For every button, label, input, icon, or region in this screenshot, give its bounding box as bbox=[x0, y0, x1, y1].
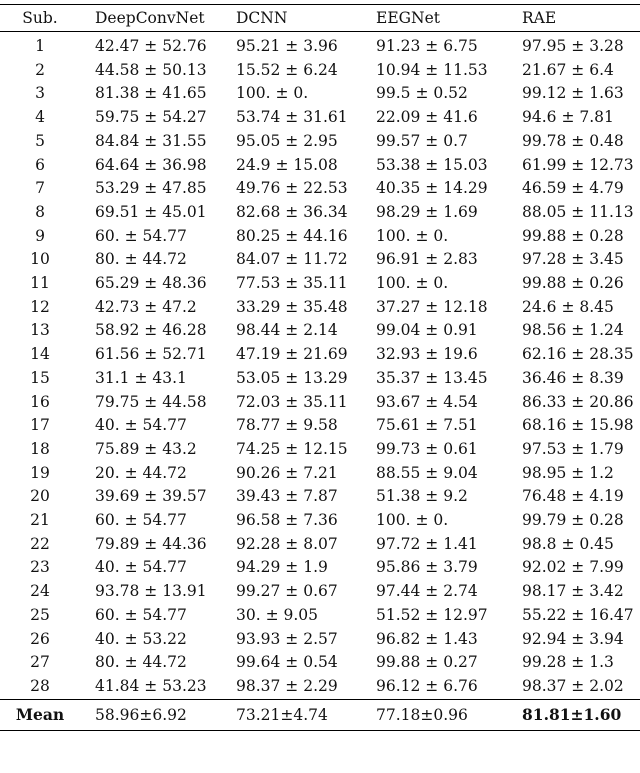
cell-subject: 22 bbox=[30, 534, 50, 553]
cell-rae: 98.95 ± 1.2 bbox=[522, 463, 614, 482]
mean-dcnn: 73.21±4.74 bbox=[236, 705, 328, 724]
table-row bbox=[0, 319, 640, 343]
table-header bbox=[0, 5, 640, 32]
table-body bbox=[0, 32, 640, 700]
cell-eegnet: 97.72 ± 1.41 bbox=[376, 534, 478, 553]
cell-eegnet: 99.5 ± 0.52 bbox=[376, 84, 468, 103]
cell-dcnn: 24.9 ± 15.08 bbox=[236, 155, 338, 174]
cell-rae: 62.16 ± 28.35 bbox=[522, 345, 634, 364]
cell-deepconvnet: 60. ± 54.77 bbox=[95, 511, 187, 530]
cell-deepconvnet: 42.73 ± 47.2 bbox=[95, 297, 197, 316]
cell-rae: 68.16 ± 15.98 bbox=[522, 416, 634, 435]
cell-eegnet: 100. ± 0. bbox=[376, 274, 449, 293]
cell-rae: 92.02 ± 7.99 bbox=[522, 558, 624, 577]
table-row bbox=[0, 106, 640, 130]
cell-dcnn: 92.28 ± 8.07 bbox=[236, 534, 338, 553]
cell-subject: 18 bbox=[30, 439, 50, 458]
cell-subject: 2 bbox=[35, 60, 45, 79]
cell-subject: 24 bbox=[30, 582, 50, 601]
cell-eegnet: 40.35 ± 14.29 bbox=[376, 179, 488, 198]
cell-dcnn: 98.44 ± 2.14 bbox=[236, 321, 338, 340]
cell-deepconvnet: 60. ± 54.77 bbox=[95, 226, 187, 245]
cell-eegnet: 95.86 ± 3.79 bbox=[376, 558, 478, 577]
table-row bbox=[0, 272, 640, 296]
cell-eegnet: 37.27 ± 12.18 bbox=[376, 297, 488, 316]
table-row bbox=[0, 201, 640, 225]
cell-subject: 15 bbox=[30, 368, 50, 387]
cell-eegnet: 51.52 ± 12.97 bbox=[376, 605, 488, 624]
cell-deepconvnet: 79.89 ± 44.36 bbox=[95, 534, 207, 553]
cell-deepconvnet: 80. ± 44.72 bbox=[95, 653, 187, 672]
cell-eegnet: 22.09 ± 41.6 bbox=[376, 108, 478, 127]
table-row bbox=[0, 296, 640, 320]
cell-deepconvnet: 80. ± 44.72 bbox=[95, 250, 187, 269]
cell-rae: 99.12 ± 1.63 bbox=[522, 84, 624, 103]
cell-deepconvnet: 40. ± 54.77 bbox=[95, 416, 187, 435]
table-row bbox=[0, 604, 640, 628]
cell-subject: 5 bbox=[35, 131, 45, 150]
cell-eegnet: 32.93 ± 19.6 bbox=[376, 345, 478, 364]
cell-dcnn: 74.25 ± 12.15 bbox=[236, 439, 348, 458]
table-row bbox=[0, 462, 640, 486]
cell-dcnn: 82.68 ± 36.34 bbox=[236, 202, 348, 221]
cell-eegnet: 35.37 ± 13.45 bbox=[376, 368, 488, 387]
cell-dcnn: 53.74 ± 31.61 bbox=[236, 108, 348, 127]
cell-dcnn: 47.19 ± 21.69 bbox=[236, 345, 348, 364]
cell-deepconvnet: 65.29 ± 48.36 bbox=[95, 274, 207, 293]
cell-subject: 25 bbox=[30, 605, 50, 624]
table-row bbox=[0, 130, 640, 154]
cell-dcnn: 90.26 ± 7.21 bbox=[236, 463, 338, 482]
cell-eegnet: 99.73 ± 0.61 bbox=[376, 439, 478, 458]
cell-eegnet: 99.57 ± 0.7 bbox=[376, 131, 468, 150]
header-eegnet: EEGNet bbox=[376, 9, 440, 27]
cell-eegnet: 93.67 ± 4.54 bbox=[376, 392, 478, 411]
table-row bbox=[0, 580, 640, 604]
cell-subject: 4 bbox=[35, 108, 45, 127]
cell-dcnn: 80.25 ± 44.16 bbox=[236, 226, 348, 245]
cell-subject: 23 bbox=[30, 558, 50, 577]
cell-subject: 19 bbox=[30, 463, 50, 482]
cell-deepconvnet: 69.51 ± 45.01 bbox=[95, 202, 207, 221]
cell-deepconvnet: 40. ± 53.22 bbox=[95, 629, 187, 648]
cell-eegnet: 100. ± 0. bbox=[376, 226, 449, 245]
cell-dcnn: 93.93 ± 2.57 bbox=[236, 629, 338, 648]
cell-eegnet: 99.88 ± 0.27 bbox=[376, 653, 478, 672]
cell-rae: 99.79 ± 0.28 bbox=[522, 511, 624, 530]
table-footer bbox=[0, 699, 640, 730]
cell-deepconvnet: 61.56 ± 52.71 bbox=[95, 345, 207, 364]
cell-deepconvnet: 93.78 ± 13.91 bbox=[95, 582, 207, 601]
cell-rae: 98.56 ± 1.24 bbox=[522, 321, 624, 340]
cell-rae: 98.37 ± 2.02 bbox=[522, 676, 624, 695]
table-row bbox=[0, 177, 640, 201]
cell-dcnn: 98.37 ± 2.29 bbox=[236, 676, 338, 695]
cell-deepconvnet: 84.84 ± 31.55 bbox=[95, 131, 207, 150]
cell-rae: 94.6 ± 7.81 bbox=[522, 108, 614, 127]
cell-rae: 21.67 ± 6.4 bbox=[522, 60, 614, 79]
cell-rae: 98.8 ± 0.45 bbox=[522, 534, 614, 553]
cell-deepconvnet: 59.75 ± 54.27 bbox=[95, 108, 207, 127]
table-row bbox=[0, 32, 640, 59]
cell-eegnet: 51.38 ± 9.2 bbox=[376, 487, 468, 506]
cell-subject: 12 bbox=[30, 297, 50, 316]
cell-subject: 17 bbox=[30, 416, 50, 435]
cell-dcnn: 84.07 ± 11.72 bbox=[236, 250, 348, 269]
cell-deepconvnet: 58.92 ± 46.28 bbox=[95, 321, 207, 340]
mean-row bbox=[0, 699, 640, 730]
cell-rae: 97.28 ± 3.45 bbox=[522, 250, 624, 269]
table-row bbox=[0, 367, 640, 391]
cell-eegnet: 88.55 ± 9.04 bbox=[376, 463, 478, 482]
cell-dcnn: 30. ± 9.05 bbox=[236, 605, 319, 624]
cell-subject: 28 bbox=[30, 676, 50, 695]
cell-subject: 13 bbox=[30, 321, 50, 340]
cell-subject: 11 bbox=[30, 274, 50, 293]
cell-dcnn: 15.52 ± 6.24 bbox=[236, 60, 338, 79]
table-row bbox=[0, 343, 640, 367]
cell-deepconvnet: 31.1 ± 43.1 bbox=[95, 368, 187, 387]
cell-deepconvnet: 79.75 ± 44.58 bbox=[95, 392, 207, 411]
cell-deepconvnet: 53.29 ± 47.85 bbox=[95, 179, 207, 198]
cell-eegnet: 97.44 ± 2.74 bbox=[376, 582, 478, 601]
cell-subject: 26 bbox=[30, 629, 50, 648]
table-row bbox=[0, 675, 640, 699]
cell-eegnet: 100. ± 0. bbox=[376, 511, 449, 530]
cell-rae: 97.95 ± 3.28 bbox=[522, 37, 624, 55]
cell-subject: 10 bbox=[30, 250, 50, 269]
table-row bbox=[0, 248, 640, 272]
cell-dcnn: 39.43 ± 7.87 bbox=[236, 487, 338, 506]
cell-subject: 1 bbox=[35, 37, 45, 55]
cell-eegnet: 98.29 ± 1.69 bbox=[376, 202, 478, 221]
mean-deepconvnet: 58.96±6.92 bbox=[95, 705, 187, 724]
cell-eegnet: 75.61 ± 7.51 bbox=[376, 416, 478, 435]
table-row bbox=[0, 556, 640, 580]
table-row bbox=[0, 391, 640, 415]
cell-rae: 76.48 ± 4.19 bbox=[522, 487, 624, 506]
cell-deepconvnet: 39.69 ± 39.57 bbox=[95, 487, 207, 506]
cell-subject: 21 bbox=[30, 511, 50, 530]
table-row bbox=[0, 485, 640, 509]
cell-subject: 16 bbox=[30, 392, 50, 411]
cell-rae: 99.78 ± 0.48 bbox=[522, 131, 624, 150]
cell-subject: 3 bbox=[35, 84, 45, 103]
cell-eegnet: 91.23 ± 6.75 bbox=[376, 37, 478, 55]
cell-dcnn: 99.64 ± 0.54 bbox=[236, 653, 338, 672]
cell-rae: 88.05 ± 11.13 bbox=[522, 202, 634, 221]
cell-rae: 97.53 ± 1.79 bbox=[522, 439, 624, 458]
mean-rae: 81.81±1.60 bbox=[522, 704, 622, 724]
cell-dcnn: 94.29 ± 1.9 bbox=[236, 558, 328, 577]
cell-eegnet: 96.82 ± 1.43 bbox=[376, 629, 478, 648]
cell-rae: 99.28 ± 1.3 bbox=[522, 653, 614, 672]
cell-deepconvnet: 60. ± 54.77 bbox=[95, 605, 187, 624]
cell-dcnn: 95.21 ± 3.96 bbox=[236, 37, 338, 55]
cell-subject: 6 bbox=[35, 155, 45, 174]
cell-dcnn: 95.05 ± 2.95 bbox=[236, 131, 338, 150]
cell-deepconvnet: 42.47 ± 52.76 bbox=[95, 37, 207, 55]
cell-dcnn: 77.53 ± 35.11 bbox=[236, 274, 348, 293]
table-row bbox=[0, 82, 640, 106]
table-row bbox=[0, 225, 640, 249]
cell-dcnn: 49.76 ± 22.53 bbox=[236, 179, 348, 198]
results-table bbox=[0, 4, 640, 731]
cell-dcnn: 96.58 ± 7.36 bbox=[236, 511, 338, 530]
cell-eegnet: 53.38 ± 15.03 bbox=[376, 155, 488, 174]
header-rae: RAE bbox=[522, 9, 557, 27]
cell-dcnn: 78.77 ± 9.58 bbox=[236, 416, 338, 435]
cell-dcnn: 100. ± 0. bbox=[236, 84, 309, 103]
cell-rae: 99.88 ± 0.28 bbox=[522, 226, 624, 245]
cell-deepconvnet: 44.58 ± 50.13 bbox=[95, 60, 207, 79]
cell-eegnet: 96.12 ± 6.76 bbox=[376, 676, 478, 695]
cell-rae: 99.88 ± 0.26 bbox=[522, 274, 624, 293]
table-row bbox=[0, 59, 640, 83]
cell-deepconvnet: 81.38 ± 41.65 bbox=[95, 84, 207, 103]
cell-dcnn: 33.29 ± 35.48 bbox=[236, 297, 348, 316]
table-row bbox=[0, 509, 640, 533]
header-deepconvnet: DeepConvNet bbox=[95, 9, 205, 27]
table-row bbox=[0, 414, 640, 438]
table-row bbox=[0, 438, 640, 462]
cell-subject: 20 bbox=[30, 487, 50, 506]
cell-deepconvnet: 40. ± 54.77 bbox=[95, 558, 187, 577]
cell-subject: 27 bbox=[30, 653, 50, 672]
cell-deepconvnet: 20. ± 44.72 bbox=[95, 463, 187, 482]
table-row bbox=[0, 154, 640, 178]
cell-eegnet: 96.91 ± 2.83 bbox=[376, 250, 478, 269]
cell-dcnn: 99.27 ± 0.67 bbox=[236, 582, 338, 601]
cell-dcnn: 72.03 ± 35.11 bbox=[236, 392, 348, 411]
cell-rae: 98.17 ± 3.42 bbox=[522, 582, 624, 601]
cell-rae: 46.59 ± 4.79 bbox=[522, 179, 624, 198]
table-row bbox=[0, 651, 640, 675]
cell-dcnn: 53.05 ± 13.29 bbox=[236, 368, 348, 387]
cell-rae: 24.6 ± 8.45 bbox=[522, 297, 614, 316]
cell-deepconvnet: 64.64 ± 36.98 bbox=[95, 155, 207, 174]
cell-subject: 8 bbox=[35, 202, 45, 221]
cell-rae: 61.99 ± 12.73 bbox=[522, 155, 634, 174]
cell-rae: 55.22 ± 16.47 bbox=[522, 605, 634, 624]
header-row bbox=[0, 5, 640, 32]
cell-eegnet: 10.94 ± 11.53 bbox=[376, 60, 488, 79]
cell-deepconvnet: 75.89 ± 43.2 bbox=[95, 439, 197, 458]
cell-subject: 7 bbox=[35, 179, 45, 198]
header-dcnn: DCNN bbox=[236, 9, 288, 27]
table-row bbox=[0, 533, 640, 557]
table-row bbox=[0, 628, 640, 652]
cell-rae: 92.94 ± 3.94 bbox=[522, 629, 624, 648]
cell-rae: 86.33 ± 20.86 bbox=[522, 392, 634, 411]
cell-rae: 36.46 ± 8.39 bbox=[522, 368, 624, 387]
mean-eegnet: 77.18±0.96 bbox=[376, 705, 468, 724]
cell-subject: 9 bbox=[35, 226, 45, 245]
cell-eegnet: 99.04 ± 0.91 bbox=[376, 321, 478, 340]
header-subject: Sub. bbox=[22, 9, 58, 27]
cell-deepconvnet: 41.84 ± 53.23 bbox=[95, 676, 207, 695]
mean-label: Mean bbox=[15, 704, 65, 724]
cell-subject: 14 bbox=[30, 345, 50, 364]
